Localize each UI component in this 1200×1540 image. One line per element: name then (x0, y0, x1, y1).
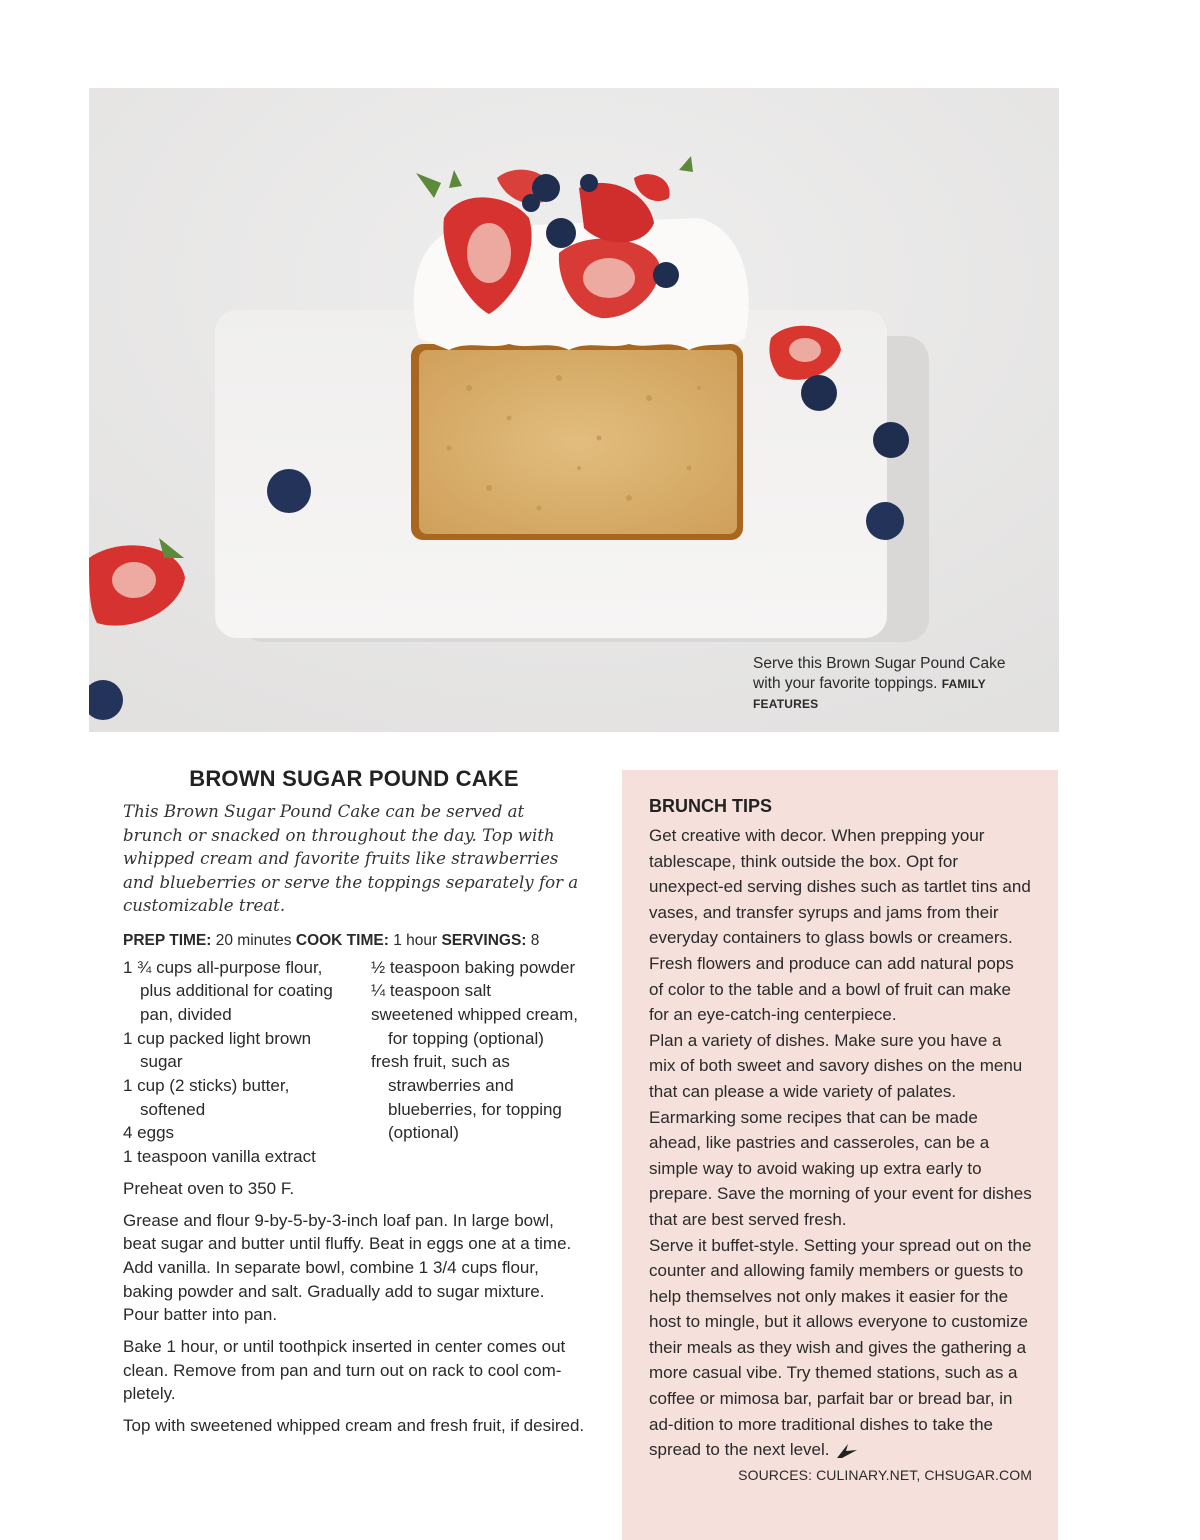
recipe-meta (123, 932, 585, 950)
ingredient-item: ½ teaspoon baking powder (371, 957, 576, 977)
ingredient-item: sweetened whipped cream, for topping (optional) (371, 1004, 578, 1048)
recipe-intro: This Brown Sugar Pound Cake can be served at brunch or snacked on throughout the day. Top with whipped cream and favorite fruits like strawberries and blueberries or serve the toppings separately for a customizable treat. (123, 802, 579, 915)
pound-cake-illustration (89, 88, 1059, 732)
brunch-tips-box (622, 770, 1058, 1540)
ingredient-item: 1 ¾ cups all-purpose flour, plus additional for coating pan, divided (123, 957, 333, 1024)
tips-title: BRUNCH TIPS (649, 796, 773, 816)
end-mark-icon (836, 1442, 858, 1460)
prep-time-value: 20 minutes (215, 931, 292, 949)
cook-time-label: COOK TIME: (295, 931, 389, 949)
ingredient-item: 1 teaspoon vanilla extract (123, 1147, 316, 1167)
ingredient-item: ¼ teaspoon salt (371, 981, 492, 1001)
tip-text: Plan a variety of dishes. Make sure you have a mix of both sweet and savory dishes on the menu that can please a wide variety of palates. Earmarking some recipes that can be made ahead, like pastries and casseroles, can be a simple way to avoid waking up extra early to prepare. Save the morning of your event for dishes that are best served fresh. (649, 1030, 1032, 1229)
recipe-step: Top with sweetened whipped cream and fresh fruit, if desired. (123, 1416, 585, 1436)
recipe-step: Bake 1 hour, or until toothpick inserted in center comes out clean. Remove from pan and turn out on rack to cool com-pletely. (123, 1337, 566, 1404)
ingredients (123, 956, 585, 1169)
tip-paragraph (649, 1028, 1032, 1233)
recipe-column (123, 766, 585, 1438)
photo-caption (753, 654, 1033, 714)
prep-time-label: PREP TIME: (123, 931, 212, 949)
ingredient-item: 4 eggs (123, 1123, 175, 1143)
tip-paragraph (649, 1233, 1032, 1463)
recipe-title: BROWN SUGAR POUND CAKE (189, 766, 519, 791)
tip-text: Serve it buffet-style. Setting your spread out on the counter and allowing family members or guests to help themselves not only makes it easier for the host to mingle, but it allows everyone to customize their meals as they wish and gives the gathering a more casual vibe. Try themed stations, such as a coffee or mimosa bar, parfait bar or bread bar, in ad-dition to more traditional dishes to take the spread to the next level. (649, 1235, 1032, 1460)
ingredients-column-2 (371, 956, 585, 1169)
servings-value: 8 (530, 931, 540, 949)
ingredients-column-1 (123, 956, 341, 1169)
caption-text: Serve this Brown Sugar Pound Cake with your favorite toppings. (753, 655, 1006, 692)
ingredient-item: fresh fruit, such as strawberries and blueberries, for topping (optional) (371, 1052, 562, 1143)
ingredient-item: 1 cup packed light brown sugar (123, 1028, 312, 1072)
tip-paragraph: Get creative with decor. When prepping your tablescape, think outside the box. Opt for unexpect-ed serving dishes such as tartlet tins and vases, and transfer syrups and jams from their everyday containers to glass bowls or creamers. Fresh flowers and produce can add natural pops of color to the table and a bowl of fruit can make for an eye-catch-ing centerpiece. (649, 826, 1031, 1025)
servings-label: SERVINGS: (441, 931, 527, 949)
recipe-step: Preheat oven to 350 F. (123, 1178, 295, 1198)
cook-time-value: 1 hour (393, 931, 438, 949)
recipe-step: Grease and flour 9-by-5-by-3-inch loaf pan. In large bowl, beat sugar and butter until fluffy. Beat in eggs one at a time. Add vanilla. In separate bowl, combine 1 3/4 cups flour, baking powder and salt. Gradually add to sugar mixture. Pour batter into pan. (123, 1210, 572, 1325)
sources: SOURCES: CULINARY.NET, CHSUGAR.COM (738, 1466, 1032, 1483)
photo (89, 88, 1059, 732)
ingredient-item: 1 cup (2 sticks) butter, softened (123, 1076, 290, 1119)
photo-credit: FAMILY FEATURES (753, 677, 986, 711)
